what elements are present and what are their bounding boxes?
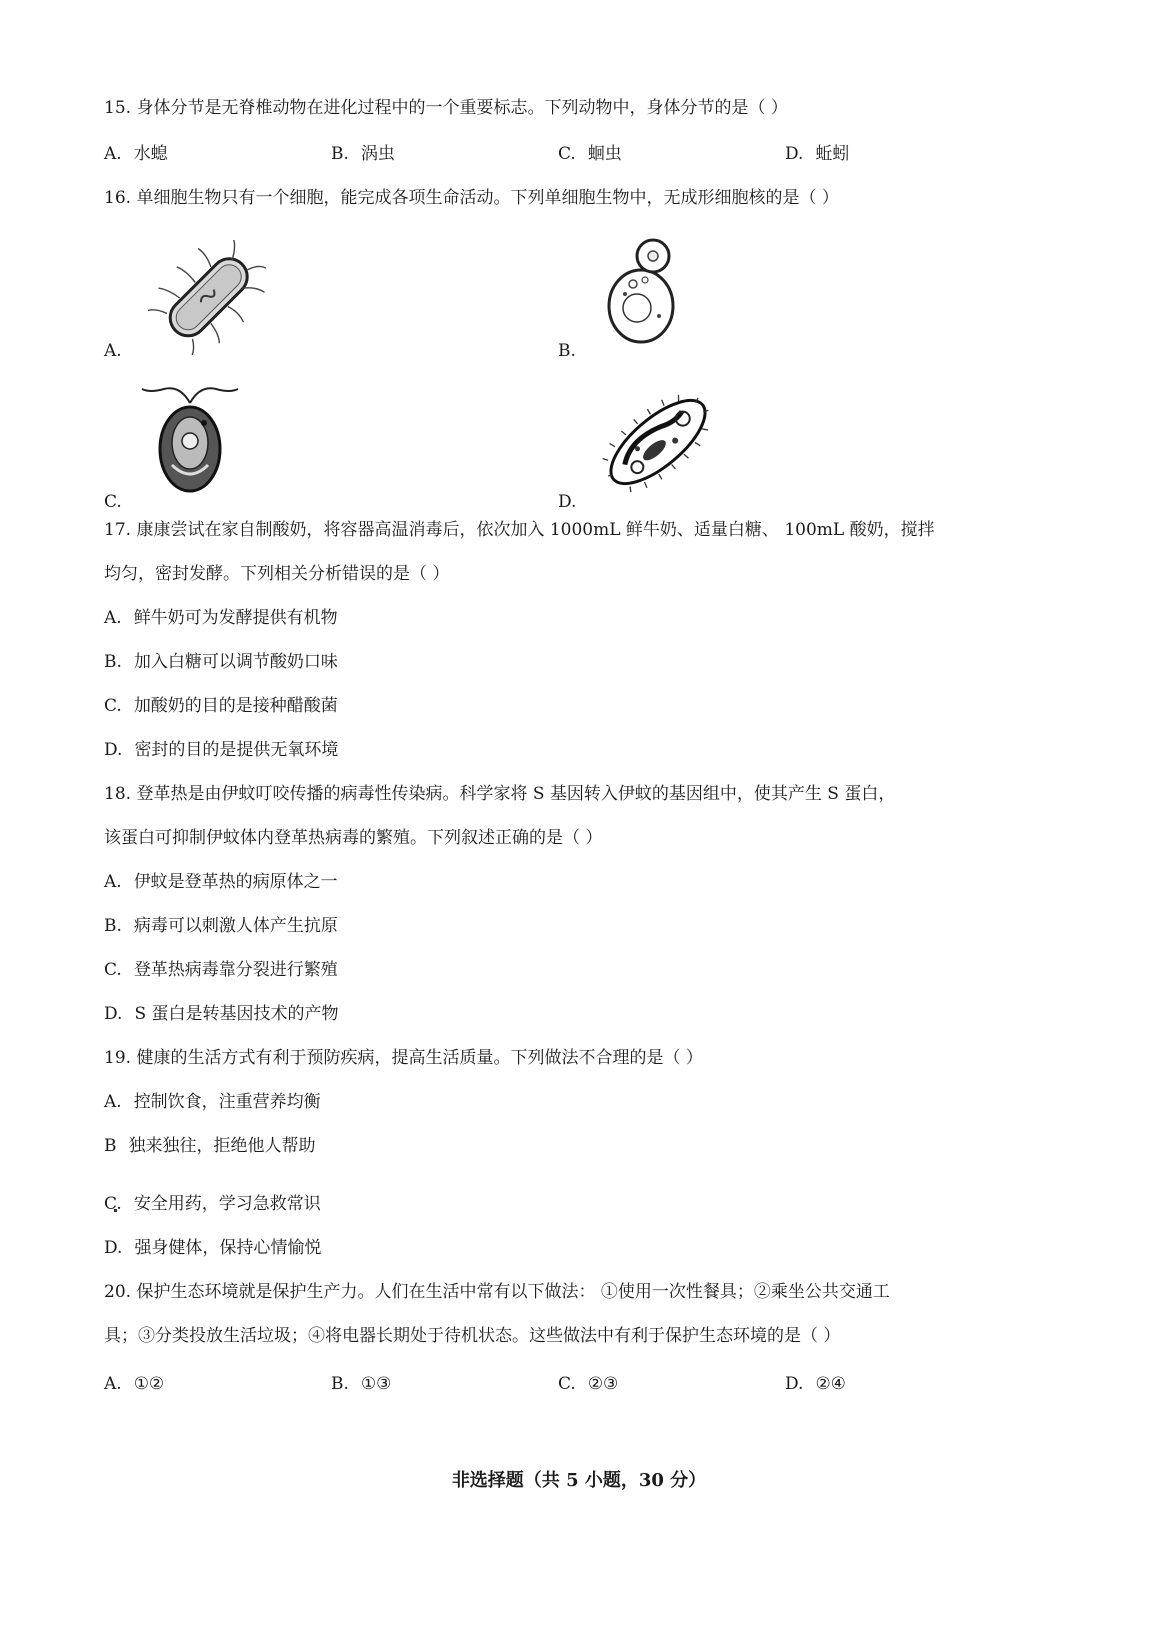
q16-option-b-label: B. (558, 341, 576, 361)
q18-stem-line2: 该蛋白可抑制伊蚊体内登革热病毒的繁殖。下列叙述正确的是（ ） (104, 828, 603, 848)
q18-option-d: D. S 蛋白是转基因技术的产物 (104, 1004, 339, 1024)
paramecium-icon (598, 382, 718, 502)
q18-option-c: C. 登革热病毒靠分裂进行繁殖 (104, 960, 338, 980)
q15-option-a: A. 水螅 (104, 144, 168, 164)
q16-stem: 16. 单细胞生物只有一个细胞，能完成各项生命活动。下列单细胞生物中，无成形细胞核的是（ ） (104, 188, 839, 208)
q15-option-c: C. 蛔虫 (558, 144, 622, 164)
q17-option-b: B. 加入白糖可以调节酸奶口味 (104, 652, 338, 672)
q17-option-d: D. 密封的目的是提供无氧环境 (104, 740, 339, 760)
q17-option-a: A. 鲜牛奶可为发酵提供有机物 (104, 608, 338, 628)
chlamydomonas-icon (132, 383, 244, 495)
q16-option-d-label: D. (558, 492, 577, 512)
q16-option-a-label: A. (104, 341, 122, 361)
q20-option-c: C. ②③ (558, 1374, 619, 1394)
q15-stem: 15. 身体分节是无脊椎动物在进化过程中的一个重要标志。下列动物中，身体分节的是（ ） (104, 98, 788, 118)
q20-stem-line2: 具；③分类投放生活垃圾；④将电器长期处于待机状态。这些做法中有利于保护生态环境的是（ ） (104, 1326, 841, 1346)
q18-option-a: A. 伊蚊是登革热的病原体之一 (104, 872, 338, 892)
q17-stem-line1: 17. 康康尝试在家自制酸奶，将容器高温消毒后，依次加入 1000mL 鲜牛奶、适量白糖、 100mL 酸奶，搅拌 (104, 520, 935, 540)
q19-stem: 19. 健康的生活方式有利于预防疾病，提高生活质量。下列做法不合理的是（ ） (104, 1048, 703, 1068)
q15-option-d: D. 蚯蚓 (785, 144, 850, 164)
q17-option-c: C. 加酸奶的目的是接种醋酸菌 (104, 696, 338, 716)
bacterium-icon (148, 240, 270, 355)
q17-stem-line2: 均匀，密封发酵。下列相关分析错误的是（ ） (104, 564, 450, 584)
q19-option-b: B 独来独往，拒绝他人帮助 (104, 1136, 316, 1156)
q20-option-b: B. ①③ (331, 1374, 392, 1394)
q19-option-c: C. 安全用药，学习急救常识 (104, 1194, 321, 1214)
q20-option-d: D. ②④ (785, 1374, 846, 1394)
q20-option-a: A. ①② (104, 1374, 165, 1394)
section-title: 非选择题（共 5 小题，30 分） (451, 1470, 707, 1491)
q20-stem-line1: 20. 保护生态环境就是保护生产力。人们在生活中常有以下做法： ①使用一次性餐具；②乘坐公共交通工 (104, 1282, 890, 1302)
yeast-cell-icon (605, 236, 680, 346)
q19-option-d: D. 强身健体，保持心情愉悦 (104, 1238, 322, 1258)
q16-option-c-label: C. (104, 492, 122, 512)
q18-stem-line1: 18. 登革热是由伊蚊叮咬传播的病毒性传染病。科学家将 S 基因转入伊蚊的基因组中，使其产生 S 蛋白， (104, 784, 896, 804)
q19-option-a: A. 控制饮食，注重营养均衡 (104, 1092, 321, 1112)
q15-option-b: B. 涡虫 (331, 144, 395, 164)
q18-option-b: B. 病毒可以刺激人体产生抗原 (104, 916, 338, 936)
